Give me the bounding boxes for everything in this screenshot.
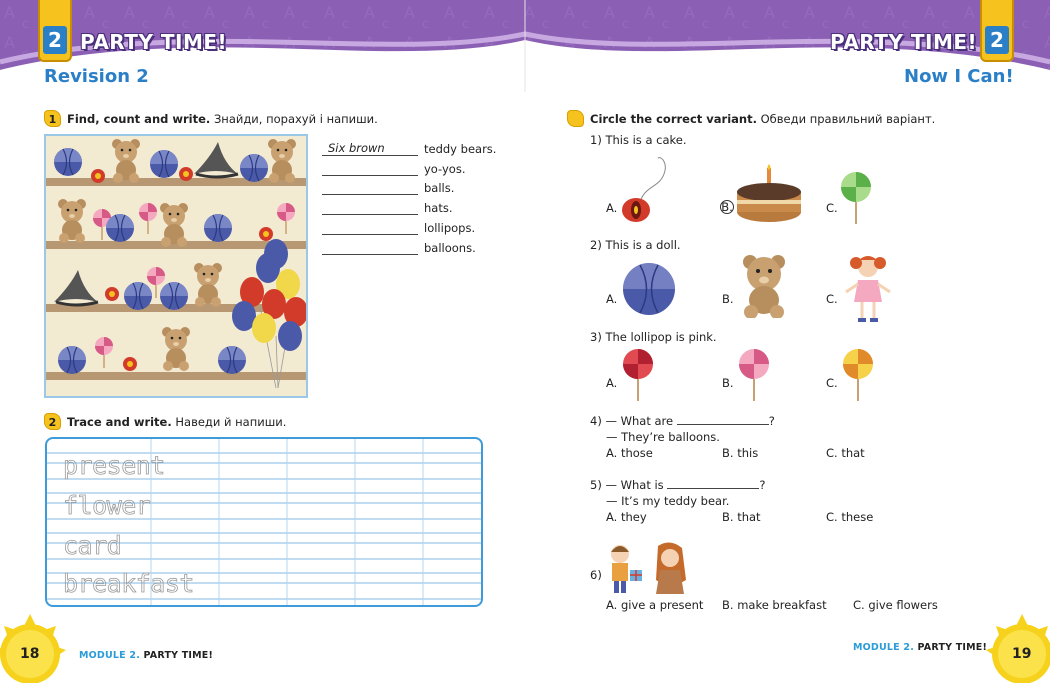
q3-option-c[interactable]: C.: [826, 376, 838, 390]
q4-blank[interactable]: [677, 413, 769, 425]
module-label: MODULE 2.: [853, 642, 914, 653]
q6-option-a[interactable]: A. give a present: [606, 598, 704, 612]
exercise-instruction: [590, 112, 935, 126]
answer-blank[interactable]: [322, 240, 418, 255]
shelf-picture: [44, 134, 308, 398]
sun-icon: [0, 606, 70, 683]
q4-option-a[interactable]: A. those: [606, 446, 653, 460]
question-6: 6): [590, 568, 602, 582]
lollipop-green-icon: [838, 170, 874, 226]
question-5-line-2: — It’s my teddy bear.: [606, 494, 730, 508]
question-4-line-1: [590, 413, 775, 428]
q2-option-a[interactable]: A.: [606, 292, 618, 306]
q2-option-b[interactable]: B.: [722, 292, 734, 306]
answer-row: [322, 156, 496, 176]
q4-option-b[interactable]: B. this: [722, 446, 759, 460]
q5-option-c[interactable]: C. these: [826, 510, 874, 524]
answer-word: hats.: [424, 201, 453, 216]
q6-option-b[interactable]: B. make breakfast: [722, 598, 827, 612]
unit-number: 2: [43, 26, 67, 54]
answer-blank[interactable]: Six brown: [322, 141, 418, 156]
q2-option-c[interactable]: C.: [826, 292, 838, 306]
left-page-number: 18: [20, 646, 40, 662]
exercise-instruction: [67, 415, 286, 429]
boy-giving-present-illustration: [606, 540, 690, 594]
exercise-number: 2: [44, 413, 61, 430]
left-section-title: Revision 2: [44, 66, 149, 87]
lollipop-pink-icon: [736, 347, 772, 403]
q6-option-c[interactable]: C. give flowers: [853, 598, 938, 612]
question-mark: ?: [759, 478, 766, 492]
trace-word-flower: flower: [63, 491, 151, 520]
answer-word: teddy bears.: [424, 141, 497, 156]
q5-option-a[interactable]: A. they: [606, 510, 647, 524]
count-answer-list: [322, 136, 496, 255]
module-title: PARTY TIME!: [143, 650, 214, 661]
question-5-line-1: [590, 477, 765, 492]
left-page-title: PARTY TIME!: [80, 30, 228, 54]
question-3: 3) The lollipop is pink.: [590, 330, 717, 344]
q1-option-c[interactable]: C.: [826, 201, 838, 215]
teddy-bear-icon: [736, 254, 792, 318]
answer-row: [322, 235, 496, 255]
instruction-ua: Обведи правильний варіант.: [760, 111, 936, 126]
instruction-en: Find, count and write.: [67, 111, 211, 126]
exercise-3-header: [567, 110, 935, 127]
unit-number: 2: [985, 26, 1009, 54]
right-page-title: PARTY TIME!: [830, 30, 978, 54]
q5-option-b[interactable]: B. that: [722, 510, 761, 524]
toys-on-shelves-illustration: [46, 136, 306, 396]
left-footer-module: [79, 650, 213, 661]
circled-answer: B.: [721, 200, 733, 214]
unit-badge-right: [980, 0, 1014, 62]
q1-option-a[interactable]: A.: [606, 201, 618, 215]
doll-icon: [842, 254, 894, 326]
trace-word-present: present: [63, 451, 165, 480]
answer-blank[interactable]: [322, 180, 418, 195]
instruction-ua: Наведи й напиши.: [175, 414, 287, 429]
instruction-en: Trace and write.: [67, 414, 172, 429]
q1-option-b[interactable]: [720, 200, 734, 214]
exercise-1-header: [44, 110, 378, 127]
answer-word: lollipops.: [424, 220, 476, 235]
module-label: MODULE 2.: [79, 650, 140, 661]
answer-row: [322, 136, 496, 156]
module-title: PARTY TIME!: [917, 642, 988, 653]
exercise-number-icon: [567, 110, 584, 127]
answer-blank[interactable]: [322, 200, 418, 215]
exercise-instruction: [67, 112, 378, 126]
exercise-2-header: [44, 413, 286, 430]
instruction-ua: Знайди, порахуй і напиши.: [213, 111, 378, 126]
question-text: 4) — What are: [590, 414, 674, 428]
q3-option-b[interactable]: B.: [722, 376, 734, 390]
yoyo-icon: [618, 154, 670, 224]
unit-badge-left: [38, 0, 72, 62]
sun-icon: [982, 606, 1050, 683]
question-1: 1) This is a cake.: [590, 133, 687, 147]
answer-word: yo-yos.: [424, 161, 466, 176]
right-section-title: Now I Can!: [904, 66, 1014, 87]
answer-word: balls.: [424, 181, 455, 196]
exercise-number: 1: [44, 110, 61, 127]
trace-word-breakfast: breakfast: [63, 569, 194, 598]
trace-writing-box[interactable]: [45, 437, 483, 607]
question-mark: ?: [768, 414, 775, 428]
answer-blank[interactable]: [322, 220, 418, 235]
right-footer-module: [853, 642, 987, 653]
question-2: 2) This is a doll.: [590, 238, 681, 252]
right-page-number: 19: [1012, 646, 1032, 662]
ball-icon: [622, 262, 676, 316]
answer-word: balloons.: [424, 240, 476, 255]
answer-row: [322, 176, 496, 196]
q4-option-c[interactable]: C. that: [826, 446, 865, 460]
lollipop-red-icon: [620, 347, 656, 403]
cake-icon: [736, 164, 802, 224]
answer-blank[interactable]: [322, 161, 418, 176]
q3-option-a[interactable]: A.: [606, 376, 618, 390]
question-text: 5) — What is: [590, 478, 664, 492]
trace-word-card: card: [63, 531, 122, 560]
q5-blank[interactable]: [667, 477, 759, 489]
answer-row: [322, 195, 496, 215]
lollipop-yellow-icon: [840, 347, 876, 403]
question-4-line-2: — They’re balloons.: [606, 430, 720, 444]
answer-row: [322, 215, 496, 235]
instruction-en: Circle the correct variant.: [590, 111, 757, 126]
